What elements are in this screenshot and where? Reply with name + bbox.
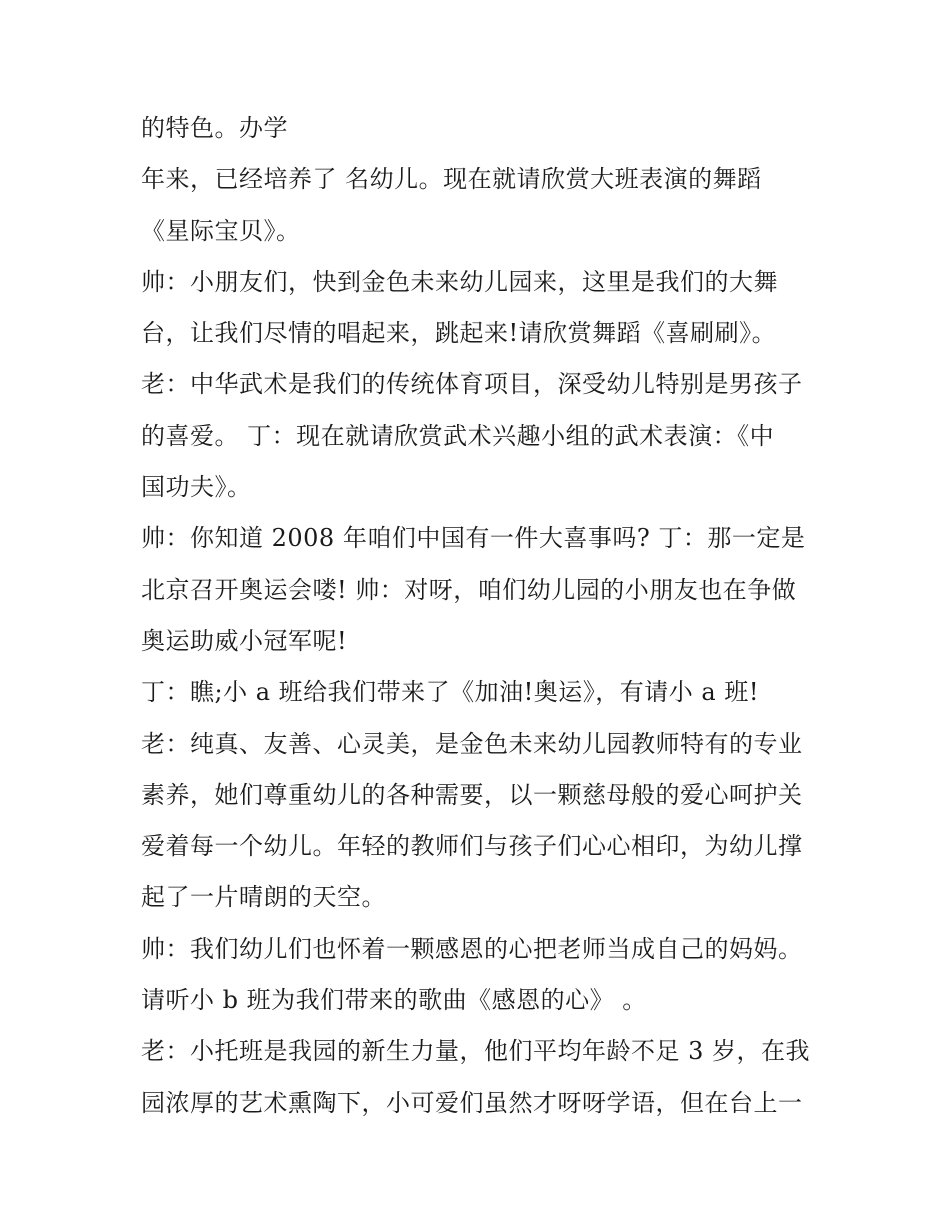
text-line: 起了一片晴朗的天空。 (141, 883, 386, 912)
text-line: 的喜爱。 丁：现在就请欣赏武术兴趣小组的武术表演：《中 (141, 421, 775, 450)
text-line: 请听小 b 班为我们带来的歌曲《感恩的心》 。 (141, 986, 647, 1015)
text-line: 台，让我们尽情的唱起来，跳起来!请欣赏舞蹈《喜刷刷》。 (141, 319, 777, 348)
body-text (141, 108, 831, 1134)
text-line: 园浓厚的艺术熏陶下，小可爱们虽然才呀呀学语，但在台上一 (141, 1088, 803, 1117)
text-line: 丁：瞧;小 a 班给我们带来了《加油!奥运》，有请小 a 班! (141, 678, 760, 707)
text-line: 的特色。办学 (141, 114, 288, 142)
text-line: 年来，已经培养了 名幼儿。现在就请欣赏大班表演的舞蹈 (141, 165, 762, 194)
text-line: 帅：你知道 2008 年咱们中国有一件大喜事吗? 丁：那一定是 (141, 524, 806, 553)
text-line: 帅：我们幼儿们也怀着一颗感恩的心把老师当成自己的妈妈。 (141, 934, 803, 963)
text-line: 奥运助威小冠军呢! (141, 626, 348, 655)
text-line: 素养，她们尊重幼儿的各种需要，以一颗慈母般的爱心呵护关 (141, 780, 803, 809)
text-line: 北京召开奥运会喽! 帅：对呀，咱们幼儿园的小朋友也在争做 (141, 575, 797, 604)
text-line: 帅：小朋友们，快到金色未来幼儿园来，这里是我们的大舞 (141, 267, 778, 296)
text-line: 爱着每一个幼儿。年轻的教师们与孩子们心心相印，为幼儿撑 (141, 832, 803, 861)
text-line: 《星际宝贝》。 (141, 216, 301, 245)
text-line: 老：纯真、友善、心灵美，是金色未来幼儿园教师特有的专业 (141, 729, 803, 758)
text-line: 老：小托班是我园的新生力量，他们平均年龄不足 3 岁，在我 (141, 1037, 811, 1066)
text-line: 国功夫》。 (141, 473, 252, 502)
text-line: 老：中华武术是我们的传统体育项目，深受幼儿特别是男孩子 (141, 370, 803, 399)
